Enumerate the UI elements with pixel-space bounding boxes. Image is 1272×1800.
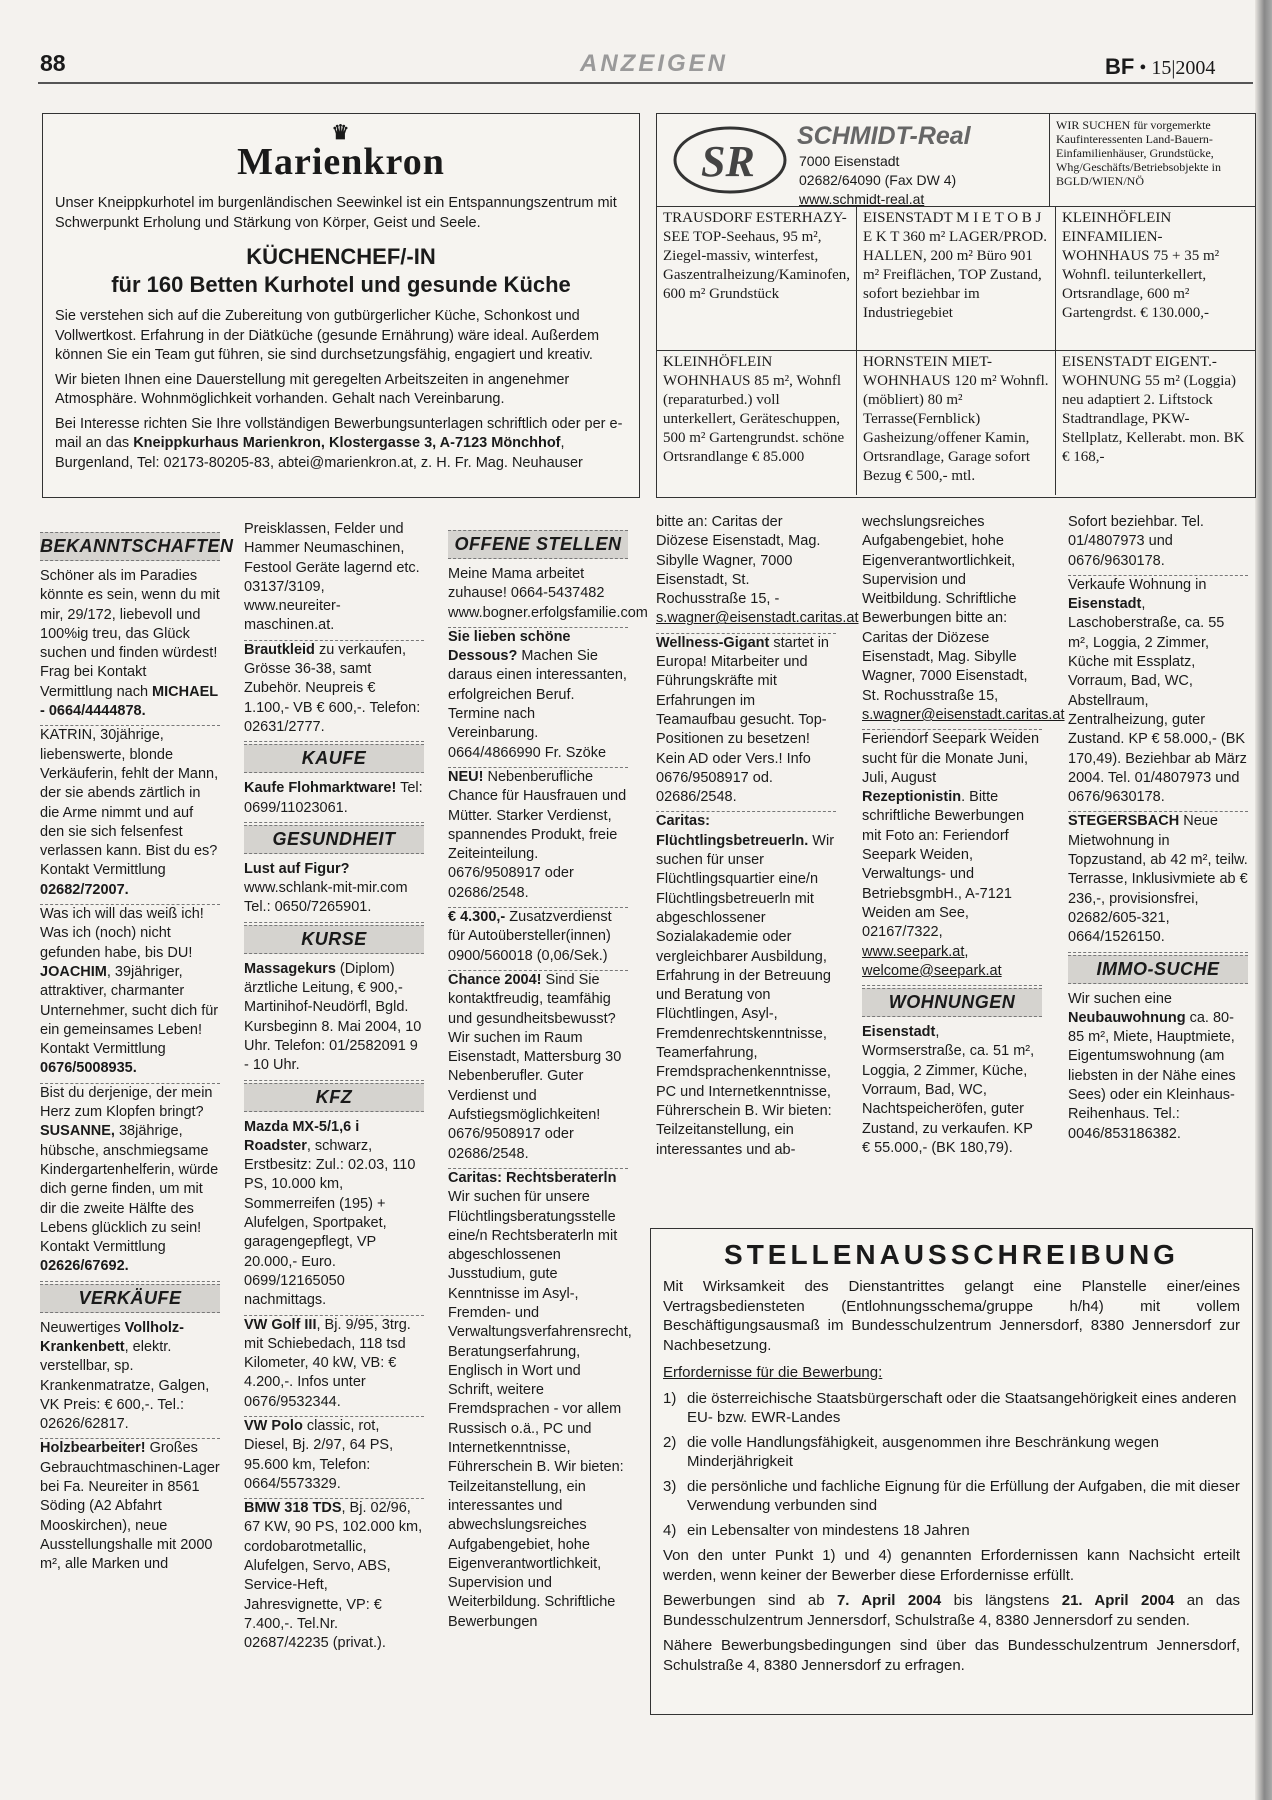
issue-number: 15|2004	[1151, 57, 1216, 79]
column-2	[244, 520, 424, 1658]
schmidt-real-logo-icon	[671, 120, 789, 200]
classified-ad	[1068, 576, 1248, 813]
classified-ad	[862, 730, 1042, 986]
ad-headline: € 4.300,-	[448, 909, 506, 926]
ad-name: JOACHIM	[40, 963, 107, 980]
column-4	[656, 513, 859, 1164]
stelle-intro: Mit Wirksamkeit des Dienstantrittes gelangt eine Planstelle einer/eines Vertragsbediensteten (Entlohnungsschema/gruppe h/h4) mit vollem Beschäftigungsausmaß im Bundesschulzentrum Jennersdorf, 8380 Jennersdorf zur Nachbesetzung.	[663, 1278, 1240, 1354]
ad-text: Sind Sie kontaktfreudig, teamfähig und gesundheitsbewusst? Wir suchen im Raum Eisenstadt, Mattersburg 30 Nebenberufler. Guter Verdienst und Aufstiegsmöglichkeiten! 0676/9508917 oder 02686/2548.	[448, 971, 622, 1162]
listing-cell: KLEINHÖFLEIN EINFAMILIEN-WOHNHAUS 75 + 35 m² Wohnfl. teilunterkellert, Ortsrandlage, 600 m² Gartengrdst. € 130.000,-	[1056, 207, 1255, 351]
classified-ad	[40, 1084, 220, 1282]
classified-ad: Meine Mama arbeitet zuhause! 0664-5437482 www.bogner.erfolgsfamilie.com	[448, 565, 628, 628]
marienkron-logo	[55, 122, 627, 184]
stelle-further-info: Nähere Bewerbungsbedingungen sind über das Bundesschulzentrum Jennersdorf, Schulstraße 4, 8380 Jennersdorf zu erfragen.	[663, 1637, 1240, 1674]
ad-name: SUSANNE,	[40, 1123, 115, 1140]
schmidt-phone: 02682/64090 (Fax DW 4)	[799, 172, 957, 188]
ad-text: Großes Gebrauchtmaschinen-Lager bei Fa. Neureiter in 8561 Söding (A2 Abfahrt Mooskirchen), neue Ausstellungshalle mit 2000 m², alle Marken und	[40, 1440, 220, 1573]
deadline-end: 21. April 2004	[1061, 1592, 1175, 1609]
website-link[interactable]: www.seepark.at, welcome@seepark.at	[862, 943, 1002, 979]
svg-text:SR: SR	[701, 137, 755, 186]
requirement-text: die österreichische Staatsbürgerschaft oder die Staatsangehörigkeit eines anderen EU- bzw. EWR-Landes	[687, 1389, 1237, 1426]
requirement-number: 3)	[663, 1477, 677, 1495]
separator-dot: •	[1139, 57, 1147, 79]
ad-contact: 02682/72007.	[40, 881, 129, 898]
ad-headline: Caritas: Flüchtlingsbetreuerln.	[656, 813, 809, 849]
ad-text: KATRIN, 30jährige, liebenswerte, blonde Verkäuferin, fehlt der Mann, der sie abends zärtlich in die Arme nimmt und auf den sie sich felsenfest verlassen kann. Bist du es? Kontakt Vermittlung	[40, 727, 219, 879]
ad-text: , Bj. 9/95, 3trg. mit Schiebedach, 118 tsd Kilometer, 40 kW, VB: € 4.200,-. Infos unter 0676/9532344.	[244, 1316, 411, 1410]
ad-headline: Eisenstadt	[1068, 596, 1142, 613]
classified-ad	[448, 971, 628, 1169]
ad-text: Neuwertiges	[40, 1319, 125, 1336]
ad-text: Tel: 0699/11023061.	[244, 780, 423, 816]
job-title-line1: KÜCHENCHEF/-IN	[246, 244, 436, 269]
column-1	[40, 530, 234, 1579]
classified-ad	[862, 1023, 1042, 1162]
ad-headline: Wellness-Gigant	[656, 634, 770, 651]
category-kaufe: KAUFE	[244, 744, 424, 773]
ad-text: 38jährige, hübsche, anschmiegsame Kindergartenhelferin, würde dich gerne finden, um mit dir die zweite Hälfte des Lebens glücklich zu sein! Kontakt Vermittlung	[40, 1123, 219, 1256]
section-title: ANZEIGEN	[580, 50, 729, 77]
stelle-requirements-heading: Erfordernisse für die Bewerbung:	[663, 1364, 883, 1381]
ad-text: Neue Mietwohnung in Topzustand, ab 42 m², teilw. Terrasse, Inklusivmiete ab € 236,-, provisionsfrei, 02682/605-321, 0664/1526150.	[1068, 813, 1248, 946]
classified-ad	[40, 1439, 220, 1578]
page-edge-shadow	[1255, 0, 1272, 1800]
marienkron-job-title	[55, 243, 627, 299]
ad-text: Was ich will das weiß ich! Was ich (noch) nicht gefunden habe, bis DU!	[40, 906, 204, 961]
classified-ad	[40, 567, 220, 726]
requirement-number: 4)	[663, 1521, 677, 1539]
classified-ad	[656, 513, 859, 634]
ad-text: , Wormserstraße, ca. 51 m², Loggia, 2 Zimmer, Küche, Vorraum, Bad, WC, Nachtspeicheröfen, guter Zustand, zu verkaufen. KP € 55.000,- (BK 180,79).	[862, 1024, 1035, 1156]
contact-text: Bei Interesse richten Sie Ihre vollständigen Bewerbungsunterlagen schriftlich oder per e-mail an das	[55, 415, 623, 451]
requirement-text: die persönliche und fachliche Eignung für die Erfüllung der Aufgaben, die mit dieser Verwendung verbunden sind	[687, 1477, 1240, 1514]
listing-cell: EISENSTADT EIGENT.-WOHNUNG 55 m² (Loggia) neu adaptiert 2. Liftstock Stadtrandlage, PKW-Stellplatz, Kellerabt. mon. BK € 168,-	[1062, 354, 1245, 465]
classified-ad	[1068, 990, 1248, 1148]
ad-headline: Massagekurs	[244, 960, 336, 977]
stellenausschreibung-title: STELLENAUSSCHREIBUNG	[724, 1239, 1179, 1270]
email-link[interactable]: s.wagner@eisenstadt.caritas.at	[862, 706, 1065, 723]
schmidt-real-header	[657, 114, 1255, 207]
ad-headline: Kaufe Flohmarktware!	[244, 780, 397, 797]
requirement-number: 2)	[663, 1433, 677, 1451]
ad-headline: BMW 318 TDS	[244, 1500, 342, 1517]
ad-text: Zusatzverdienst für Autoübersteller(innen) 0900/560018 (0,06/Sek.)	[448, 909, 612, 964]
ad-text: Wir suchen für unsere Flüchtlingsberatungsstelle eine/n Rechtsberaterln mit abgeschlossenen Jusstudium, gute Kenntnisse im Asyl-, Fremden- und Verwaltungsverfahrensrecht, Beratungserfahrung, Englisch in Wort und Schrift, weitere Fremdsprachen - vor allem Russisch o.ä., PC und Internetkenntnisse, Führerschein B. Wir bieten: Teilzeitanstellung, ein interessantes und abwechslungsreiches Aufgabengebiet, hohe Eigenverantwortlichkeit, Supervision und Weiterbildung. Schriftliche Bewerbungen	[448, 1189, 632, 1630]
requirement-item	[663, 1477, 1240, 1516]
ad-headline: Rezeptionistin	[862, 789, 962, 806]
job-title-line2: für 160 Betten Kurhotel und gesunde Küche	[111, 272, 571, 297]
ad-text: , schwarz, Erstbesitz: Zul.: 02.03, 110 PS, 10.000 km, Sommerreifen (195) + Alufelgen, Sportpaket, garagengepflegt, VP 20.000,- Euro. 0699/12165050 nachmittags.	[244, 1137, 416, 1309]
ad-text: Wir suchen eine	[1068, 990, 1172, 1007]
ad-text: classic, rot, Diesel, Bj. 2/97, 64 PS, 95.600 km, Telefon: 0664/5573329.	[244, 1417, 394, 1492]
ad-text: , 39jähriger, attraktiver, charmanter Unternehmer, sucht dich für ein gemeinsames Leben! Kontakt Vermittlung	[40, 963, 219, 1058]
requirement-item	[663, 1521, 1240, 1541]
issue-label	[1105, 54, 1215, 80]
ad-headline: Chance 2004!	[448, 971, 542, 988]
schmidt-website-link[interactable]: www.schmidt-real.at	[799, 191, 925, 207]
marienkron-intro: Unser Kneippkurhotel im burgenländischen Seewinkel ist ein Entspannungszentrum mit Schwerpunkt Erholung und Stärkung von Körper, Geist und Seele.	[55, 195, 617, 231]
ad-text: zu verkaufen, Grösse 36-38, samt Zubehör. Neupreis € 1.100,- VB € 600,-. Telefon: 02631/2777.	[244, 641, 421, 735]
schmidt-listings-grid	[657, 207, 1255, 495]
ad-contact: MICHAEL - 0664/4444878.	[40, 683, 218, 720]
ad-text: ca. 80-85 m², Miete, Hauptmiete, Eigentumswohnung (am liebsten in der Nähe eines Sees) oder ein Kleinhaus-Reihenhaus. Tel.: 0046/853186382.	[1068, 1009, 1236, 1142]
classified-ad	[244, 1316, 424, 1417]
schmidt-wir-suchen: WIR SUCHEN für vorgemerkte Kaufinteressenten Land-Bauern-Einfamilienhäuser, Grundstücke, Whg/Geschäfts/Betriebsobjekte in BGLD/WIEN/NÖ	[1049, 114, 1257, 206]
marienkron-contact	[55, 415, 627, 474]
requirement-item	[663, 1389, 1240, 1428]
classified-ad	[862, 513, 1065, 730]
ad-headline: STEGERSBACH	[1068, 813, 1180, 830]
ad-headline: VW Polo	[244, 1417, 303, 1434]
ad-headline: Caritas: Rechtsberaterln	[448, 1169, 617, 1186]
stelle-requirements-list	[663, 1389, 1240, 1541]
ad-text: , Laschoberstraße, ca. 55 m², Loggia, 2 Zimmer, Küche mit Essplatz, Vorraum, Bad, WC, Abstellraum, Zentralheizung, guter Zustand. KP € 58.000,- (BK 170,49). Beziehbar ab März 2004. Tel. 01/4807973 und 0676/9630178.	[1068, 596, 1247, 806]
ad-text: Bist du derjenige, der mein Herz zum Klopfen bringt?	[40, 1084, 213, 1121]
requirement-text: ein Lebensalter von mindestens 18 Jahren	[687, 1521, 970, 1539]
ad-text: , elektr. verstellbar, sp. Krankenmatratze, Galgen, VK Preis: € 600,-. Tel.: 02626/62817.	[40, 1338, 210, 1433]
column-3	[448, 528, 648, 1636]
category-gesundheit: GESUNDHEIT	[244, 825, 424, 854]
classified-ad	[448, 628, 628, 768]
deadline-text: an das Bundesschulzentrum Jennersdorf, Schulstraße 4, 8380 Jennersdorf zu senden.	[663, 1592, 1240, 1629]
ad-headline: VW Golf III	[244, 1316, 317, 1333]
ad-headline: Neubauwohnung	[1068, 1009, 1186, 1026]
classified-ad	[656, 634, 836, 813]
crown-icon: ♛	[331, 122, 351, 144]
ad-headline: Vollholz-Krankenbett	[40, 1319, 184, 1355]
schmidt-real-ad	[656, 113, 1256, 498]
classified-ad	[244, 1499, 424, 1657]
ad-text: (Diplom) ärztliche Leitung, € 900,- Martinihof-Neudörfl, Bgld. Kursbeginn 8. Mai 2004, 10 Uhr. Telefon: 01/2582091 9 - 10 Uhr.	[244, 960, 422, 1074]
deadline-text: Bewerbungen sind ab	[663, 1592, 837, 1609]
ad-text: Machen Sie daraus einen interessanten, erfolgreichen Beruf. Termine nach Vereinbarung. 0664/4866990 Fr. Szöke	[448, 648, 627, 761]
listing-cell: EISENSTADT M I E T O B J E K T 360 m² LAGER/PROD. HALLEN, 200 m² Büro 901 m² Freiflächen, TOP Zustand, sofort beziehbar im Industriegebiet	[857, 207, 1056, 351]
ad-text: www.schlank-mit-mir.com Tel.: 0650/7265901.	[244, 880, 408, 916]
classified-ad: Preisklassen, Felder und Hammer Neumaschinen, Festool Geräte lagernd etc. 03137/3109, www.neureiter-maschinen.at.	[244, 520, 424, 641]
category-verkaeufe: VERKÄUFE	[40, 1284, 220, 1313]
column-5	[862, 513, 1065, 1162]
ad-text: Feriendorf Seepark Weiden sucht für die Monate Juni, Juli, August	[862, 731, 1040, 786]
classified-ad	[448, 1169, 632, 1636]
marienkron-offer: Wir bieten Ihnen eine Dauerstellung mit geregelten Arbeitszeiten in angenehmer Atmosphäre. Wohnmöglichkeit vorhanden. Gehalt nach Vereinbarung.	[55, 371, 570, 407]
requirement-item	[663, 1433, 1240, 1472]
classified-ad	[40, 1319, 220, 1440]
category-kurse: KURSE	[244, 925, 424, 954]
ad-text: Nebenberufliche Chance für Hausfrauen und Mütter. Starker Verdienst, spannendes Produkt, freie Zeiteinteilung. 0676/9508917 oder 02686/2548.	[448, 768, 627, 901]
contact-details: , Burgenland, Tel: 02173-80205-83, abtei@marienkron.at, z. H. Fr. Mag. Neuhauser	[55, 435, 583, 471]
classified-ad	[244, 1417, 424, 1499]
schmidt-real-address	[799, 152, 956, 209]
column-6	[1068, 513, 1248, 1148]
listing-cell: KLEINHÖFLEIN WOHNHAUS 85 m², Wohnfl (reparaturbed.) voll unterkellert, Geräteschuppen, 500 m² Gartengrundst. schöne Ortsrandlange € 85.000	[657, 351, 857, 495]
marienkron-ad	[42, 113, 640, 498]
schmidt-city: 7000 Eisenstadt	[799, 153, 900, 169]
ad-headline: Sie lieben schöne Dessous?	[448, 628, 571, 665]
classified-ad	[448, 768, 628, 908]
ad-headline: NEU!	[448, 768, 484, 785]
ad-headline: Lust auf Figur?	[244, 860, 350, 877]
ad-headline: Brautkleid	[244, 641, 315, 658]
publication-name: BF	[1105, 54, 1135, 79]
classified-ad	[244, 960, 424, 1081]
stellenausschreibung-ad	[650, 1228, 1253, 1715]
contact-address: Kneippkurhaus Marienkron, Klostergasse 3, A-7123 Mönchhof	[133, 435, 561, 451]
requirement-text: die volle Handlungsfähigkeit, ausgenommen ihre Beschränkung wegen Minderjährigkeit	[687, 1433, 1159, 1470]
category-immo-suche: IMMO-SUCHE	[1068, 955, 1248, 984]
ad-text: . Bitte schriftliche Bewerbungen mit Foto an: Feriendorf Seepark Weiden, Verwaltungs- und BetriebsgmbH., A-7121 Weiden am See, 02167/7322,	[862, 789, 1025, 941]
header-rule	[38, 82, 1253, 84]
classified-ad	[1068, 812, 1248, 952]
classified-ad	[656, 812, 836, 1163]
ad-text: wechslungsreiches Aufgabengebiet, hohe Eigenverantwortlichkeit, Supervision und Weitbildung. Schriftliche Bewerbungen bitte an: Caritas der Diözese Eisenstadt, Mag. Sibylle Wagner, 7000 Eisenstadt, St. Rochusstraße 15,	[862, 514, 1028, 704]
classified-ad	[244, 641, 424, 742]
ad-contact: 0676/5008935.	[40, 1060, 137, 1077]
deadline-text: bis längstens	[941, 1592, 1062, 1609]
ad-headline: Mazda MX-5/1,6 i Roadster	[244, 1118, 360, 1154]
ad-text: , Bj. 02/96, 67 KW, 90 PS, 102.000 km, cordobarotmetallic, Alufelgen, Servo, ABS, Service-Heft, Jahresvignette, VP: € 7.400,-. Tel.Nr. 02687/42235 (privat.).	[244, 1500, 423, 1652]
ad-text: Verkaufe Wohnung in	[1068, 576, 1207, 593]
classified-ad	[244, 860, 424, 923]
ad-headline: Eisenstadt	[862, 1024, 936, 1041]
listing-cell: HORNSTEIN MIET-WOHNHAUS 120 m² Wohnfl. (möbliert) 80 m² Terrasse(Fernblick) Gasheizung/offener Kamin, Ortsrandlage, Garage sofort Bezug € 500,- mtl.	[857, 351, 1056, 495]
page-number: 88	[40, 50, 66, 76]
classified-ad	[448, 908, 628, 971]
stelle-exemption: Von den unter Punkt 1) und 4) genannten Erfordernissen kann Nachsicht erteilt werden, wenn keiner der Bewerber diese Erfordernisse erfüllt.	[663, 1547, 1240, 1584]
listing-cell: TRAUSDORF ESTERHAZY-SEE TOP-Seehaus, 95 m², Ziegel-massiv, winterfest, Gaszentralheizung/Kaminofen, 600 m² Grundstück	[657, 207, 857, 351]
classified-ad: Sofort beziehbar. Tel. 01/4807973 und 0676/9630178.	[1068, 513, 1248, 576]
deadline-start: 7. April 2004	[836, 1592, 942, 1609]
ad-headline: Holzbearbeiter!	[40, 1440, 146, 1457]
classified-ad	[244, 1118, 424, 1316]
email-link[interactable]: s.wagner@eisenstadt.caritas.at	[656, 610, 859, 627]
category-kfz: KFZ	[244, 1083, 424, 1112]
category-bekanntschaften: BEKANNTSCHAFTEN	[40, 532, 220, 561]
classified-ad	[40, 905, 220, 1084]
ad-text: Schöner als im Paradies könnte es sein, wenn du mit mir, 29/172, liebevoll und 100%ig treu, das Glück suchen und finden würdest! Frag bei Kontakt Vermittlung nach	[40, 568, 220, 700]
category-wohnungen: WOHNUNGEN	[862, 988, 1042, 1017]
classified-ad	[244, 779, 424, 823]
ad-text: startet in Europa! Mitarbeiter und Führungskräfte mit Erfahrungen im Teamaufbau gesucht. Top-Positionen zu besetzen! Kein AD oder Vers.! Info 0676/9508917 od. 02686/2548.	[656, 634, 829, 806]
ad-text: Wir suchen für unser Flüchtlingsquartier eine/n Flüchtlingsbetreuerln mit abgeschlossener Sozialakademie oder vergleichbarer Ausbildung, Erfahrung in der Betreuung und Beratung von Flüchtlingen, Asyl-, Fremdenrechtskenntnisse, Teamerfahrung, Fremdsprachenkenntnisse, PC und Internetkenntnisse, Führerschein B. Wir bieten: Teilzeitanstellung, ein interessantes und ab-	[656, 832, 835, 1158]
ad-text: bitte an: Caritas der Diözese Eisenstadt, Mag. Sibylle Wagner, 7000 Eisenstadt, St. Rochusstraße 15, -	[656, 514, 821, 608]
ad-contact: 02626/67692.	[40, 1258, 129, 1275]
stelle-deadline	[663, 1591, 1240, 1630]
category-offene-stellen: OFFENE STELLEN	[448, 530, 628, 559]
marienkron-requirements: Sie verstehen sich auf die Zubereitung von gutbürgerlicher Küche, Schonkost und Vollwertkost. Erfahrung in der Diätküche (gesunde Ernährung) wäre ideal. Außerdem können Sie ein Team gut führen, sie sind durchsetzungsfähig, engagiert und kreativ.	[55, 308, 600, 363]
schmidt-real-name: SCHMIDT-Real	[797, 122, 971, 150]
requirement-number: 1)	[663, 1389, 677, 1407]
classified-ad	[40, 726, 220, 905]
marienkron-logo-text: Marienkron	[237, 141, 445, 183]
